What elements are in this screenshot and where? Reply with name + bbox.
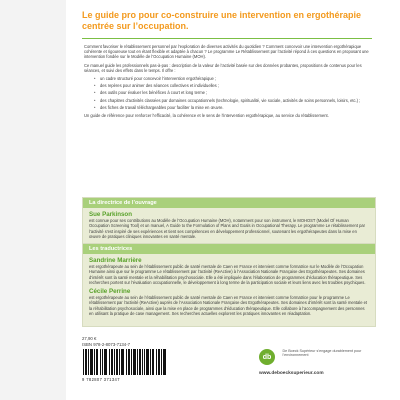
barcode-number: 9 782807 371347 <box>82 377 120 382</box>
intro-paragraph-2: Ce manuel guide les professionnels pas-à-pas : description de la valeur de l’activité basée sur des données probantes, propositions de contenus pour les séances, et suivi des effets dans le temps. Il offre : <box>84 62 362 73</box>
translator-bio: est ergothérapeute au sein de l’établissement public de santé mentale de Caen en France et intervient comme formatrice pour le programme Le rétablissement par l’activité (ReActive) auprès de l’Association Nationale Française des Ergothérapeutes. Ses domaines d’intérêt sont la santé mentale et la réhabilitation psychosociale, ainsi que la mise en place de programmes d’éducation thérapeutique. Elle collabore à l’accompagnement des personnes en utilisant la pratique de case management. Ses recherches actuelles explorent les pratiques innovantes en réadaptation. <box>89 295 368 316</box>
barcode-area <box>82 336 177 391</box>
intro-bullet: • des outils pour évaluer les bénéfices à court et long terme ; <box>94 90 370 95</box>
price: 27,90 € <box>82 336 97 341</box>
barcode-icon <box>82 349 168 375</box>
translator-entry <box>89 258 369 285</box>
translator-name: Sandrine Marrière <box>89 257 142 264</box>
translator-entry <box>89 289 369 316</box>
isbn: ISBN 978-2-8073-7134-7 <box>82 342 131 347</box>
directrice-header: La directrice de l’ouvrage <box>83 198 375 208</box>
intro-bullet: • un cadre structuré pour concevoir l’intervention ergothérapique ; <box>94 76 370 81</box>
left-panel <box>0 0 66 400</box>
author-name: Sue Parkinson <box>89 211 132 218</box>
directrice-body <box>83 208 375 245</box>
publisher-tagline: De Boeck Supérieur s’engage durablement pour l’environnement <box>282 349 362 358</box>
translator-name: Cécile Perrine <box>89 288 131 296</box>
title-line-1: Le guide pro pour co-construire une intervention en ergothérapie <box>82 10 362 20</box>
intro-paragraph-1: Comment favoriser le rétablissement personnel par l’exploration de diverses activités du quotidien ? Comment concevoir une intervention ergothérapique cohérente et rigoureuse tout en étant flexible et adaptée à chacun ? Le programme Le Rétablissement par l’activité répond à ces questions en proposant une intervention fondée sur le Modèle de l’Occupation Humaine (MOH). <box>84 44 369 60</box>
intro-paragraph-3: Un guide de référence pour renforcer l’efficacité, la cohérence et le sens de l’intervention ergothérapique, au service du rétablissement. <box>84 113 329 119</box>
translator-bio: est ergothérapeute au sein de l’établissement public de santé mentale de Caen en France et intervient comme formatrice sur le Modèle de l’Occupation Humaine ainsi que sur le programme Le rétablissement par l’activité (ReActive) à l’Association Nationale Française des Ergothérapeutes. Ses domaines d’intérêt sont la santé mentale et la réhabilitation psychosociale. Elle a été impliquée dans l’élaboration de programmes d’éducation thérapeutique. Ses recherches portent sur l’évaluation occupationnelle, le développement à long terme de la participation sociale et leurs liens avec les troubles psychiques. <box>89 264 366 285</box>
title-line-2: centrée sur l’occupation. <box>82 21 189 31</box>
traductrices-body <box>83 254 375 326</box>
directrice-section <box>82 197 376 246</box>
publisher-logo-icon: db <box>259 349 275 365</box>
intro-bullet-list <box>94 76 370 110</box>
intro-text <box>84 44 370 121</box>
intro-bullet: • des chapitres d’activités classées par domaines occupationnels (technologie, spiritualité, vie sociale, activités de soins personnels, loisirs, etc.) ; <box>94 98 370 103</box>
author-bio: est connue pour ses contributions au Modèle de l’Occupation Humaine (MOH), notamment pour son instrument, le MOHOST (Model Of Human Occupation Screening Tool) et un manuel, A Guide to the Formulation of Plans and Goals in Occupational Therapy. Le programme Le rétablissement par l’activité s’est inspiré de ses expériences et tient ses compétences en développement professionnel, soutenant les ergothérapeutes dans la mise en œuvre de pratiques cliniques innovantes en santé mentale. <box>89 218 366 239</box>
back-cover-content <box>66 0 400 400</box>
publisher-url: www.deboecksuperieur.com <box>259 371 324 376</box>
traductrices-section <box>82 243 376 327</box>
title-divider <box>82 38 372 39</box>
back-cover-title <box>82 10 382 32</box>
intro-bullet: • des fiches de travail téléchargeables pour faciliter la mise en œuvre. <box>94 105 370 110</box>
intro-bullet: • des repères pour animer des séances collectives et individuelles ; <box>94 83 370 88</box>
publisher-info <box>259 349 375 379</box>
traductrices-header: Les traductrices <box>83 244 375 254</box>
